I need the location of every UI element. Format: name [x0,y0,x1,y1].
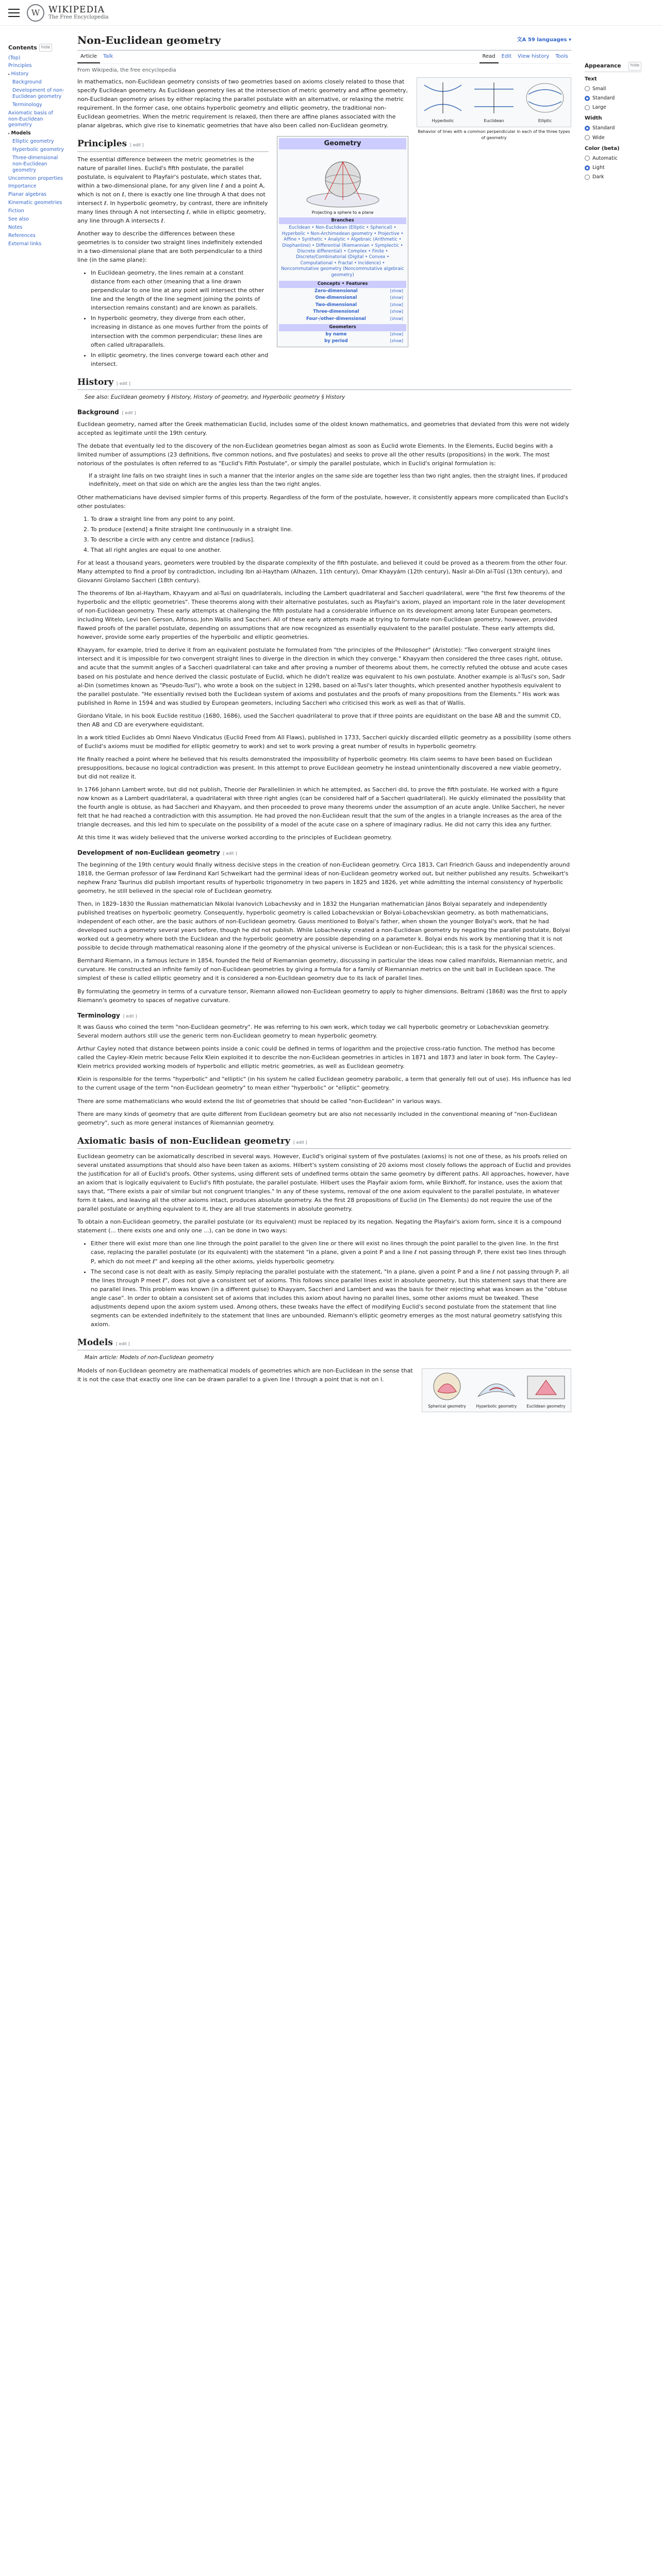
paragraph: The beginning of the 19th century would finally witness decisive steps in the creation of non-Euclidean geometry. Circa 1813, Carl Friedrich Gauss and independently around 1818, the German professor of law Ferdinand Karl Schweikart had the germinal ideas of non-Euclidean geometry worked out, but neither published any results. Schweikart's nephew Franz Taurinus did publish important results of hyperbolic trigonometry in two papers in 1825 and 1826, yet while admitting the internal consistency of hyperbolic geometry, he still believed in the special role of Euclidean geometry. [77,861,570,895]
principles-heading-text: Principles [77,139,127,149]
page-title: Non-Euclidean geometry [77,34,221,46]
sphere-projection-image[interactable] [279,149,406,210]
blockquote: If a straight line falls on two straight lines in such a manner that the interior angles on the same side are together less than two right angles, then the straight lines, if produced indefinitely, meet on that side on which are the angles less than the two right angles. [89,473,568,488]
namespace-tabs [77,50,116,63]
main-menu-icon[interactable] [8,9,20,17]
sidebar-section-header: Geometers [279,324,406,331]
paragraph: For at least a thousand years, geometers were troubled by the disparate complexity of the fifth postulate, and believed it could be proved as a theorem from the other four. Many attempted to find a proof by contradiction, including Ibn al-Haytham (Alhazen, 11th century), Omar Khayyám (12th century), Nasīr al-Dīn al-Tūsī (13th century), and Giovanni Girolamo Saccheri (18th century). [77,559,567,584]
toc-item-label: Planar algebras [8,192,47,198]
list-item: • In Euclidean geometry, the lines remain at a constant distance from each other (meaning that a line drawn perpendicular to one line at any point will intersect the other line and the length of the line segment joining the points of intersection remains constant) and are known as parallels. [91,268,571,312]
toc-item-label: Three-dimensional non-Euclidean geometry [12,155,58,173]
radio-option[interactable] [585,164,641,172]
color-options [585,155,641,181]
history-heading-text: History [77,377,114,387]
hyperbolic-model[interactable] [474,1371,519,1410]
radio-button[interactable] [585,126,590,131]
toc-item-label: Kinematic geometries [8,200,62,206]
paragraph: The debate that eventually led to the discovery of the non-Euclidean geometries began almost as soon as Euclid wrote Elements. In the Elements, Euclid begins with a limited number of assumptions (23 definitions, five common notions, and five postulates) and seeks to prove all the other results (propositions) in the work. The most notorious of the postulates is often referred to as "Euclid's Fifth Postulate", or simply the parallel postulate, which in Euclid's original formulation is: [77,443,553,467]
paragraph: There are many kinds of geometry that are quite different from Euclidean geometry but are also not necessarily included in the conventional meaning of "non-Euclidean geometry", such as more general instances of Riemannian geometry. [77,1110,557,1126]
appearance-panel [581,26,641,1415]
elliptic-figure[interactable] [521,80,569,125]
euclidean-triangle-diagram [523,1371,569,1402]
paragraph: Bernhard Riemann, in a famous lecture in 1854, founded the field of Riemannian geometry, discussing in particular the ideas now called manifolds, Riemannian metric, and curvature. He constructed an infinite family of non-Euclidean geometries by giving a formula for a family of Riemannian metrics on the unit ball in Euclidean space. The simplest of these is called elliptic geometry and it is considered a non-Euclidean geometry due to its lack of parallel lines. [77,957,567,982]
sidebar-row[interactable] [279,338,406,345]
background-heading-text: Background [77,409,119,416]
toc-item-label: Hyperbolic geometry [12,147,64,153]
sidebar-show-toggle[interactable]: [show] [390,295,403,300]
paragraph: Arthur Cayley noted that distance between points inside a conic could be defined in terms of logarithm and the projective cross-ratio function. The method has become called the Cayley–Klein metric because Felix Klein exploited it to describe the non-Euclidean geometries in articles in 1871 and 1873 and later in book form. The Cayley–Klein metrics provided working models of hyperbolic and elliptic metric geometries, as well as Euclidean geometry. [77,1045,558,1070]
list-item: • In elliptic geometry, the lines converge toward each other and intersect. [91,351,571,368]
bullet-list [91,1239,571,1328]
paragraph: By formulating the geometry in terms of a curvature tensor, Riemann allowed non-Euclidean geometry to apply to higher dimensions. Beltrami (1868) was the first to apply Riemann's geometry to spaces of negative curvature. [77,988,567,1004]
sphere-projection-icon [304,152,382,209]
toc-item[interactable] [12,155,65,174]
list-item: 2. To produce [extend] a finite straight line continuously in a straight line. [91,525,571,534]
toc-item-label: Principles [8,63,32,69]
radio-button[interactable] [585,86,590,91]
ordered-list [91,515,571,554]
list-item: • The second case is not dealt with as easily. Simply replacing the parallel postulate with the statement, "In a plane, given a point P and a line ℓ not passing through P, all the lines through P meet ℓ", does not give a consistent set of axioms. This follows since parallel lines exist in absolute geometry, but this statement says that there are no parallel lines. This problem was known (in a different guise) to Khayyam, Saccheri and Lambert and was the basis for their rejecting what was known as the "obtuse angle case". In order to obtain a consistent set of axioms that includes this axiom about having no parallel lines, some other axioms must be tweaked. These adjustments depend upon the axiom system used. Among others, these tweaks have the effect of modifying Euclid's second postulate from the statement that line segments can be extended indefinitely to the statement that lines are unbounded. Riemann's elliptic geometry emerges as the most natural geometry satisfying this axiom. [91,1267,571,1329]
sidebar-show-toggle[interactable]: [show] [390,338,403,344]
toc-item[interactable] [8,208,65,214]
sidebar-branch-links[interactable]: Euclidean • Non-Euclidean (Elliptic • Spherical) • Hyperbolic • Non-Archimedean geometry • Projective • Affine • Synthetic • Analytic • Algebraic (Arithmetic • Diophantine) • Differential (Riemannian • Symplectic • Discrete differential) • Complex • Finite • Discrete/Combinatorial (Digital • Convex • Computational • Fractal • Incidence) • Noncommutative geometry (Noncommutative algebraic geometry) [281,225,404,278]
radio-button[interactable] [585,175,590,180]
width-label: Width [585,115,602,122]
models-hatnote: Main article: Models of non-Euclidean geometry [85,1354,214,1361]
list-item: 1. To draw a straight line from any point to any point. [91,515,571,523]
history-hatnote: See also: Euclidean geometry § History, History of geometry, and Hyperbolic geometry § History [85,394,345,401]
edit-link[interactable]: [ edit ] [223,851,237,856]
paragraph: Khayyam, for example, tried to derive it from an equivalent postulate he formulated from "the principles of the Philosopher" (Aristotle): "Two convergent straight lines intersect and it is impossible for two convergent straight lines to diverge in the direction in which they converge." Khayyam then considered the three cases right, obtuse, and acute that the summit angles of a Saccheri quadrilateral can take and after proving a number of theorems about them, he correctly refuted the obtuse and acute cases based on his postulate and hence derived the classic postulate of Euclid, which he didn't realize was equivalent to his own postulate. Another example is al-Tusi's son, Sadr al-Din (sometimes known as "Pseudo-Tusi"), who wrote a book on the subject in 1298, based on al-Tusi's later thoughts, which presented another hypothesis equivalent to the parallel postulate. "He essentially revised both the Euclidean system of axioms and postulates and the proofs of many propositions from the Elements." His work was published in Rome in 1594 and was studied by European geometers, including Saccheri who criticised this work as well as that of Wallis. [77,647,568,706]
development-heading-text: Development of non-Euclidean geometry [77,849,220,857]
text-size-options [585,85,641,112]
sidebar-row-label: Four-/other-dimensional [306,316,366,321]
toc-item-label: Models [11,130,31,137]
toc-toggle-icon[interactable]: ▸ [8,131,10,136]
sidebar-row[interactable] [279,302,406,309]
toc-item[interactable] [12,147,65,153]
toc-item-label: (Top) [8,55,21,61]
toc-title: Contents [8,44,37,51]
radio-option[interactable] [585,134,641,142]
paragraph: Giordano Vitale, in his book Euclide restituo (1680, 1686), used the Saccheri quadrilateral to prove that if three points are equidistant on the base AB and the summit CD, then AB and CD are everywhere equidistant. [77,712,561,728]
action-read[interactable]: Read [479,50,499,63]
toc-item[interactable] [12,102,65,108]
hyperbolic-diagram [419,80,467,116]
paragraph: Euclidean geometry can be axiomatically described in several ways. However, Euclid's original system of five postulates (axioms) is not one of these, as his proofs relied on several unstated assumptions that should also have been taken as axioms. Hilbert's system consisting of 20 axioms most closely follows the approach of Euclid and provides the justification for all of Euclid's proofs. Other systems, using different sets of undefined terms obtain the same geometry by different paths. All approaches, however, have an axiom that is logically equivalent to Euclid's fifth postulate, the parallel postulate. Hilbert uses the Playfair axiom form, while Birkhoff, for instance, uses the axiom that says that, "There exists a pair of similar but not congruent triangles." In any of these systems, removal of the one axiom equivalent to the parallel postulate, in whatever form it takes, and leaving all the other axioms intact, produces absolute geometry. As the first 28 propositions of Euclid (in The Elements) do not require the use of the parallel postulate or anything equivalent to it, they are all true statements in absolute geometry. [77,1153,571,1213]
toc-item-label: Fiction [8,208,24,214]
radio-label: Light [592,164,605,171]
sidebar-row[interactable] [279,295,406,301]
sidebar-show-toggle[interactable]: [show] [390,331,403,336]
paragraph: Then, in 1829–1830 the Russian mathematician Nikolai Ivanovich Lobachevsky and in 1832 the Hungarian mathematician János Bolyai separately and independently published treatises on hyperbolic geometry. Consequently, hyperbolic geometry is called Lobachevskian or Bolyai-Lobachevskian geometry, as both mathematicians, independent of each other, are the basic authors of non-Euclidean geometry. Gauss mentioned to Bolyai's father, when shown the younger Bolyai's work, that he had developed such a geometry several years before, though he did not publish. While Lobachevsky created a non-Euclidean geometry by negating the parallel postulate, Bolyai worked out a geometry where both the Euclidean and the hyperbolic geometry are possible depending on a parameter k. Bolyai ends his work by mentioning that it is not possible to decide through mathematical reasoning alone if the geometry of the physical universe is Euclidean or non-Euclidean; this is a task for the physical sciences. [77,901,570,952]
sidebar-row-label: by name [325,331,347,337]
toc-item[interactable] [12,88,65,100]
text-size-label: Text [585,76,597,82]
spherical-triangle-diagram [424,1371,470,1402]
toc-item-label: See also [8,216,29,222]
appearance-header [585,62,641,72]
paragraph: He finally reached a point where he believed that his results demonstrated the impossibility of hyperbolic geometry. His claim seems to have been based on Euclidean presuppositions, because no logical contradiction was present. In this attempt to prove Euclidean geometry he instead unintentionally discovered a new viable geometry, but did not realize it. [77,755,561,780]
translate-icon: 文A [517,37,528,43]
radio-option[interactable] [585,104,641,111]
sidebar-row-label: Zero-dimensional [315,288,358,294]
toc-item[interactable] [8,63,65,69]
toc-item-label: Uncommon properties [8,175,63,181]
geometry-sidebar [277,136,408,347]
chevron-down-icon: ▾ [567,37,571,43]
radio-option[interactable] [585,94,641,102]
euclidean-model[interactable] [523,1371,569,1410]
edit-link[interactable]: [ edit ] [130,143,144,148]
table-of-contents [8,26,65,1415]
radio-label: Standard [592,95,615,101]
sidebar-row-label: Three-dimensional [313,309,359,315]
sidebar-section-header: Branches [279,217,406,224]
axiomatic-section [77,1134,571,1329]
radio-label: Standard [592,125,615,131]
action-view-history[interactable]: View history [518,54,550,59]
action-tabs [479,50,571,63]
radio-option[interactable] [585,173,641,181]
toc-item[interactable] [8,176,65,182]
list-item: 4. That all right angles are equal to one another. [91,546,571,554]
elliptic-label: Elliptic [538,118,552,124]
paragraph: It was Gauss who coined the term "non-Euclidean geometry". He was referring to his own work, which today we call hyperbolic geometry or Lobachevskian geometry. Several modern authors still use the generic term non-Euclidean geometry to mean hyperbolic geometry. [77,1024,550,1040]
toc-item-label: Axiomatic basis of non-Euclidean geometry [8,110,53,128]
edit-link[interactable]: [ edit ] [117,381,130,386]
paragraph: Euclidean geometry, named after the Greek mathematician Euclid, includes some of the oldest known mathematics, and geometries that deviated from this were not widely accepted as legitimate until the 19th century. [77,420,570,436]
toc-item[interactable] [8,130,65,137]
language-button[interactable] [517,36,571,44]
sidebar-show-toggle[interactable]: [show] [390,288,403,293]
sidebar-show-toggle[interactable]: [show] [390,309,403,314]
tagline: The Free Encyclopedia [48,14,109,21]
edit-link[interactable]: [ edit ] [123,1013,137,1019]
toc-hide-button[interactable]: hide [39,44,52,52]
models-heading-text: Models [77,1337,113,1348]
tab-article[interactable]: Article [77,50,100,63]
radio-option[interactable] [585,155,641,162]
wikipedia-logo[interactable] [27,4,109,22]
radio-button[interactable] [585,156,590,161]
globe-icon: W [27,4,44,22]
action-tools[interactable]: Tools [555,54,568,59]
sidebar-show-toggle[interactable]: [show] [390,302,403,307]
edit-link[interactable]: [ edit ] [115,1341,130,1346]
toc-item-label: History [11,71,29,77]
toc-item-label: Notes [8,224,23,230]
lead-paragraph: In mathematics, non-Euclidean geometry consists of two geometries based on axioms closely related to those that specify Euclidean geometry. As Euclidean geometry lies at the intersection of metric geometry and affine geometry, non-Euclidean geometry arises by either replacing the parallel postulate with an alternative, or relaxing the metric requirement. In the former case, one obtains hyperbolic geometry and elliptic geometry, the traditional non-Euclidean geometries. When the metric requirement is relaxed, then there are affine planes associated with the planar algebras, which give rise to kinematic geometries that have also been called non-Euclidean geometry. [77,78,408,129]
toc-item[interactable] [8,71,65,77]
sidebar-row[interactable] [279,316,406,323]
toc-item-label: References [8,232,36,239]
radio-button[interactable] [585,105,590,110]
euclidean-diagram [470,80,518,116]
toc-item[interactable] [8,225,65,231]
terminology-heading [77,1011,571,1021]
radio-label: Small [592,86,606,92]
list-item: • Either there will exist more than one line through the point parallel to the given line or there will exist no lines through the point parallel to the given line. In the first case, replacing the parallel postulate (or its equivalent) with the statement "In a plane, given a point P and a line ℓ not passing through P, there exist two lines through P, which do not meet ℓ" and keeping all the other axioms, yields hyperbolic geometry. [91,1239,571,1265]
radio-button[interactable] [585,96,590,101]
main-content [65,26,581,1415]
intro-figure [417,77,571,142]
models-section [77,1336,571,1409]
toc-item[interactable] [8,216,65,223]
axiomatic-heading [77,1134,571,1149]
toc-item-label: Terminology [12,101,42,108]
spherical-model-label: Spherical geometry [428,1404,466,1409]
models-heading [77,1336,571,1350]
toc-item-label: Background [12,79,42,86]
toc-item[interactable] [8,192,65,198]
toc-toggle-icon[interactable]: ▸ [8,72,10,77]
sidebar-image-caption: Projecting a sphere to a plane [311,210,374,215]
elliptic-diagram [521,80,569,116]
radio-button[interactable] [585,135,590,140]
toc-item-label: Importance [8,183,37,190]
toc-item[interactable] [8,233,65,239]
paragraph: Klein is responsible for the terms "hyperbolic" and "elliptic" (in his system he called Euclidean geometry parabolic, a term that generally fell out of use). His influence has led to the current usage of the term "non-Euclidean geometry" to mean either "hyperbolic" or "elliptic" geometry. [77,1076,571,1092]
article-body [77,77,571,1409]
toc-item[interactable] [12,139,65,145]
sidebar-row[interactable] [279,309,406,315]
sidebar-title: Geometry [279,138,406,149]
list-item: • In hyperbolic geometry, they diverge from each other, increasing in distance as one moves further from the points of intersection with the common perpendicular; these lines are often called ultraparallels. [91,314,571,349]
hyperbolic-label: Hyperbolic [432,118,454,124]
action-edit[interactable]: Edit [501,54,512,59]
sidebar-row[interactable] [279,288,406,295]
edit-link[interactable]: [ edit ] [122,411,136,416]
tab-talk[interactable]: Talk [103,54,113,59]
history-section [77,376,571,1127]
paragraph: Other mathematicians have devised simpler forms of this property. Regardless of the form of the postulate, however, it consistently appears more complicated than Euclid's other postulates: [77,494,569,510]
models-comparison-table [422,1368,571,1412]
toc-header [8,43,65,53]
appearance-title: Appearance [585,63,621,69]
width-options [585,124,641,141]
sidebar-row-label: by period [324,338,348,344]
sidebar-row-label: One-dimensional [315,295,357,301]
toc-item[interactable] [8,200,65,206]
toc-item[interactable] [12,79,65,86]
terminology-heading-text: Terminology [77,1011,120,1019]
hyperbolic-model-label: Hyperbolic geometry [476,1404,517,1409]
toc-item-label: Development of non-Euclidean geometry [12,88,64,99]
principles-heading [77,137,269,151]
paragraph: In a work titled Euclides ab Omni Naevo Vindicatus (Euclid Freed from All Flaws), published in 1733, Saccheri quickly discarded elliptic geometry as a possibility (some others of Euclid's axioms must be modified for elliptic geometry to work) and set to work proving a great number of results in hyperbolic geometry. [77,734,571,750]
background-heading [77,408,571,417]
toc-item[interactable] [8,110,65,129]
paragraph: The essential difference between the metric geometries is the nature of parallel lines. Euclid's fifth postulate, the parallel postulate, is equivalent to Playfair's postulate, which states that, within a two-dimensional plane, for any given line ℓ and a point A, which is not on ℓ, there is exactly one line through A that does not intersect ℓ. In hyperbolic geometry, by contrast, there are infinitely many lines through A not intersecting ℓ, while in elliptic geometry, any line through A intersects ℓ. [77,156,268,224]
radio-label: Wide [592,134,605,141]
hyperbolic-figure[interactable] [419,80,467,125]
paragraph: There are some mathematicians who would extend the list of geometries that should be called "non-Euclidean" in various ways. [77,1097,442,1105]
list-item: 3. To describe a circle with any centre and distance [radius]. [91,535,571,544]
toc-item[interactable] [8,241,65,247]
edit-link[interactable]: [ edit ] [293,1140,307,1145]
euclidean-model-label: Euclidean geometry [526,1404,566,1409]
axiomatic-heading-text: Axiomatic basis of non-Euclidean geometry [77,1136,290,1146]
intro-figure-caption: Behavior of lines with a common perpendicular in each of the three types of geometry [418,129,570,141]
title-row [77,26,571,50]
models-paragraph: Models of non-Euclidean geometry are mathematical models of geometries which are non-Euclidean in the sense that it is not the case that exactly one line can be drawn parallel to a given line l through a point that is not on l. [77,1367,413,1383]
sidebar-sections [279,217,406,345]
site-header [0,0,662,26]
euclidean-label: Euclidean [484,118,504,124]
toc-item-label: External links [8,241,42,247]
radio-option[interactable] [585,85,641,93]
hyperbolic-triangle-diagram [474,1371,519,1402]
toc-list [8,55,65,247]
spherical-model[interactable] [424,1371,470,1410]
toc-item[interactable] [8,183,65,190]
radio-label: Large [592,105,606,111]
appearance-hide-button[interactable]: hide [628,62,641,71]
page-tabs [77,50,571,64]
radio-option[interactable] [585,124,641,132]
paragraph: To obtain a non-Euclidean geometry, the parallel postulate (or its equivalent) must be replaced by its negation. Negating the Playfair's axiom form, since it is a compound statement (... there exists one and only one ...), can be done in two ways: [77,1218,561,1234]
sidebar-section-header: Concepts • Features [279,281,406,287]
site-sub: From Wikipedia, the free encyclopedia [77,67,176,73]
sidebar-row-label: Two-dimensional [315,302,357,308]
radio-label: Automatic [592,155,618,161]
radio-button[interactable] [585,165,590,171]
history-heading [77,376,571,390]
sidebar-show-toggle[interactable]: [show] [390,316,403,321]
paragraph: The theorems of Ibn al-Haytham, Khayyam and al-Tusi on quadrilaterals, including the Lambert quadrilateral and Saccheri quadrilateral, were "the first few theorems of the hyperbolic and the elliptic geometries". These theorems along with their alternative postulates, such as Playfair's axiom, played an important role in the later development of non-Euclidean geometry. These early attempts at challenging the fifth postulate had a considerable influence on its development among later European geometers, including Witelo, Levi ben Gerson, Alfonso, John Wallis and Saccheri. All of these early attempts made at trying to formulate non-Euclidean geometry, however, provided flawed proofs of the parallel postulate, depending on assumptions that are now recognized as essentially equivalent to the parallel postulate. These early attempts did, however, provide some early properties of the hyperbolic and elliptic geometries. [77,590,566,641]
language-count: 59 languages [527,37,567,43]
toc-item-label: Elliptic geometry [12,139,54,145]
intro-figure-images [417,77,571,127]
paragraph: In 1766 Johann Lambert wrote, but did not publish, Theorie der Parallellinien in which he attempted, as Saccheri did, to prove the fifth postulate. He worked with a figure now known as a Lambert quadrilateral, a quadrilateral with three right angles (can be considered half of a Saccheri quadrilateral). He quickly eliminated the possibility that the fourth angle is obtuse, as had Saccheri and Khayyam, and then proceeded to prove many theorems under the assumption of an acute angle. Unlike Saccheri, he never felt that he had reached a contradiction with this assumption. He had proved the non-Euclidean result that the sum of the angles in a triangle increases as the area of the triangle decreases, and this led him to speculate on the possibility of a model of the acute case on a sphere of imaginary radius. He did not carry this idea any further. [77,786,566,828]
radio-label: Dark [592,174,604,180]
paragraph: Another way to describe the differences between these geometries is to consider two straight lines indefinitely extended in a two-dimensional plane that are both perpendicular to a third line (in the same plane): [77,230,262,264]
wordmark: WIKIPEDIA [48,4,105,15]
paragraph: At this time it was widely believed that the universe worked according to the principles of Euclidean geometry. [77,834,392,841]
toc-item[interactable] [8,55,65,61]
sidebar-row[interactable] [279,331,406,338]
development-heading [77,848,571,858]
euclidean-figure[interactable] [470,80,518,125]
color-label: Color (beta) [585,145,620,151]
